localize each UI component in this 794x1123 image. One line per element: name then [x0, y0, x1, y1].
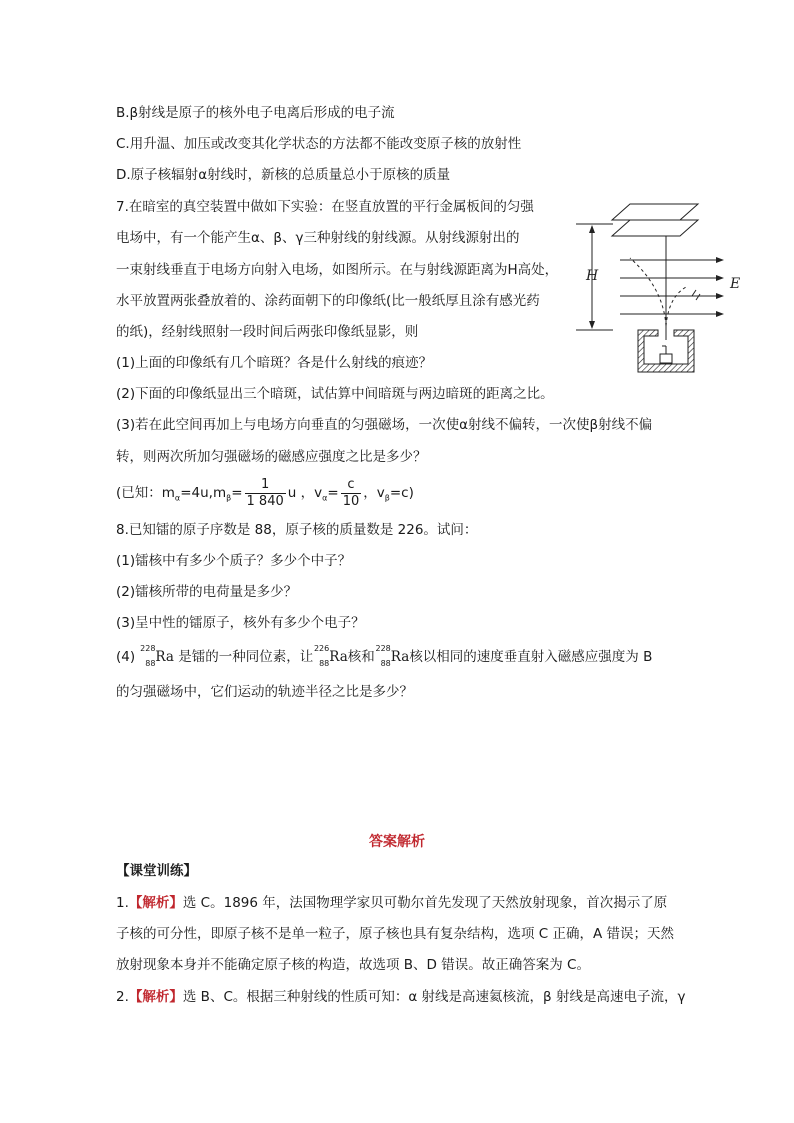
option-b: B.β射线是原子的核外电子电离后形成的电子流 — [116, 105, 395, 121]
fraction-c-10 — [341, 477, 362, 510]
frac2-den: 10 — [342, 493, 360, 509]
q8-part-1: (1)镭核中有多少个质子？多少个中子？ — [116, 553, 352, 569]
q7-line-3: 一束射线垂直于电场方向射入电场，如图所示。在与射线源距离为H高处， — [116, 262, 559, 278]
given-mb: =4u,m — [180, 485, 227, 501]
frac1-num: 1 — [245, 477, 286, 494]
q7-line-4: 水平放置两张叠放着的、涂药面朝下的印像纸(比一般纸厚且涂有感光药 — [116, 293, 540, 309]
given-m-alpha-sub: α — [174, 493, 181, 503]
a1-text-1: 选 C。1896 年，法国物理学家贝可勒尔首先发现了天然放射现象，首次揭示了原 — [182, 895, 668, 911]
isotope-ra-228-b — [375, 644, 391, 668]
option-d-post: 射线时，新核的总质量总小于原核的质量 — [207, 167, 451, 183]
q7-line-5: 的纸)，经射线照射一段时间后两张印像纸显影，则 — [116, 324, 419, 340]
option-d — [116, 166, 450, 184]
iso1-mass: 228 — [140, 644, 156, 653]
iso1-z: 88 — [145, 659, 156, 668]
q8-line-1: 8.已知镭的原子序数是 88，原子核的质量数是 226。试问： — [116, 522, 478, 538]
given-m-beta-sub: β — [226, 493, 232, 503]
q8-p4-mid1: 是镭的一种同位素，让 — [178, 649, 314, 665]
answer-1-line-2: 子核的可分性，即原子核不是单一粒子，原子核也具有复杂结构，选项 C 正确，A 错误；天然 — [116, 926, 675, 942]
answers-title: 答案解析 — [369, 834, 425, 850]
frac2-num: c — [341, 477, 362, 494]
iso3-symbol: Ra — [390, 649, 410, 665]
option-c: C.用升温、加压或改变其化学状态的方法都不能改变原子核的放射性 — [116, 136, 522, 152]
iso2-mass: 226 — [313, 644, 330, 653]
iso2-symbol: Ra — [329, 649, 348, 665]
q8-part-3: (3)呈中性的镭原子，核外有多少个电子？ — [116, 615, 365, 631]
iso3-mass: 228 — [375, 644, 391, 653]
given-eq: = — [231, 485, 243, 501]
iso1-symbol: Ra — [155, 649, 174, 665]
given-m: (已知：m — [116, 485, 175, 501]
q8-p4-post: 核以相同的速度垂直射入磁感应强度为 B — [409, 649, 653, 665]
given-v-beta-sub: β — [384, 493, 390, 503]
given-v-alpha-sub: α — [322, 493, 328, 503]
q8-part-2: (2)镭核所带的电荷量是多少？ — [116, 584, 298, 600]
option-d-pre: D.原子核辐射 — [116, 167, 199, 183]
q7-given — [116, 474, 414, 518]
e-label: E — [730, 276, 741, 292]
a1-tag: 【解析】 — [128, 895, 183, 911]
q8-p4-pre: (4) — [116, 649, 136, 665]
iso2-z: 88 — [319, 659, 330, 668]
given-u-va: u ，v — [287, 485, 323, 501]
a2-number: 2. — [116, 989, 129, 1005]
q7-part-3b: 转，则两次所加匀强磁场的磁感应强度之比是多少？ — [116, 449, 427, 465]
option-d-alpha: α — [198, 167, 208, 183]
q7-line-2: 电场中，有一个能产生α、β、γ三种射线的射线源。从射线源射出的 — [116, 230, 520, 246]
isotope-ra-228-a — [139, 644, 156, 668]
frac1-den: 1 840 — [246, 493, 284, 509]
q7-part-3a: (3)若在此空间再加上与电场方向垂直的匀强磁场，一次使α射线不偏转，一次使β射线不偏 — [116, 417, 653, 433]
given-vb: ，v — [363, 485, 385, 501]
a1-number: 1. — [116, 895, 129, 911]
q8-part-4 — [116, 644, 653, 668]
h-label: H — [586, 268, 599, 284]
q7-line-1: 7.在暗室的真空装置中做如下实验：在竖直放置的平行金属板间的匀强 — [116, 199, 534, 215]
given-eq2: = — [327, 485, 339, 501]
fraction-1-1840 — [245, 477, 286, 510]
q8-part-4b: 的匀强磁场中，它们运动的轨迹半径之比是多少？ — [116, 684, 413, 700]
q7-part-1: (1)上面的印像纸有几个暗斑？各是什么射线的痕迹？ — [116, 355, 433, 371]
given-end: =c) — [389, 485, 414, 501]
q7-part-2: (2)下面的印像纸显出三个暗斑，试估算中间暗斑与两边暗斑的距离之比。 — [116, 386, 554, 402]
answer-1-line-1 — [116, 894, 667, 912]
answer-1-line-3: 放射现象本身并不能确定原子核的构造，故选项 B、D 错误。故正确答案为 C。 — [116, 957, 590, 973]
answer-2-line-1 — [116, 988, 685, 1006]
q7-experiment-figure — [568, 196, 744, 376]
a2-text-1: 选 B、C。根据三种射线的性质可知：α 射线是高速氦核流，β 射线是高速电子流，γ — [182, 989, 686, 1005]
iso3-z: 88 — [380, 659, 391, 668]
q8-p4-mid2: 核和 — [347, 649, 375, 665]
isotope-ra-226 — [313, 644, 330, 668]
section-heading: 【课堂训练】 — [116, 863, 197, 879]
a2-tag: 【解析】 — [128, 989, 183, 1005]
